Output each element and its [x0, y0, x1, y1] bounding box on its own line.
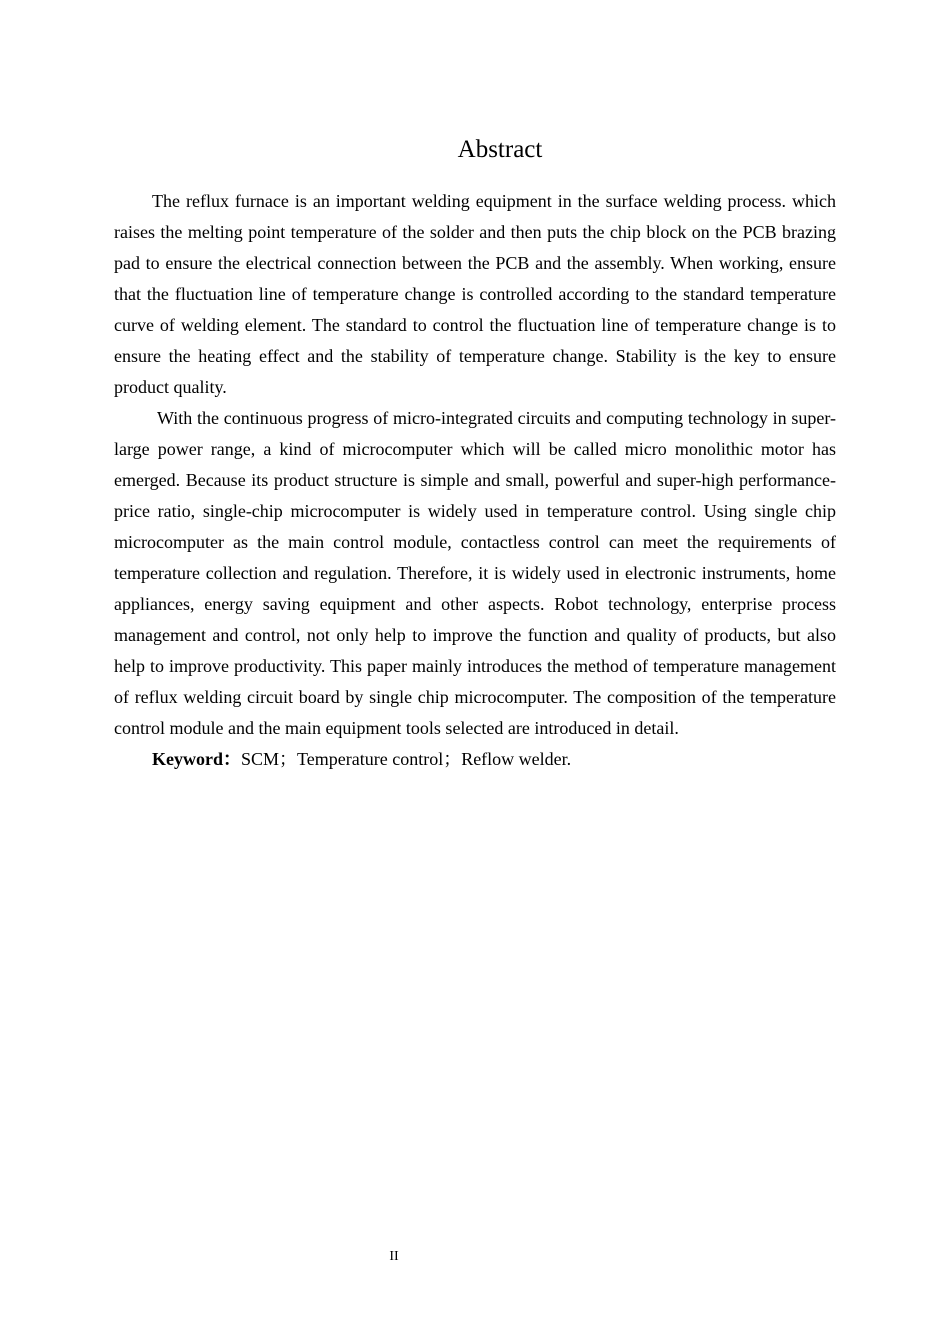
- abstract-title: Abstract: [457, 136, 543, 163]
- abstract-paragraph-2: With the continuous progress of micro-integrated circuits and computing technology in super-large power range, a kind of microcomputer which will be called micro monolithic motor has emerged. Because its product structure is simple and small, powerful and super-high performance-price ratio, single-chip microcomputer is widely used in temperature control. Using single chip microcomputer as the main control module, contactless control can meet the requirements of temperature collection and regulation. Therefore, it is widely used in electronic instruments, home appliances, energy saving equipment and other aspects. Robot technology, enterprise process management and control, not only help to improve the function and quality of products, but also help to improve productivity. This paper mainly introduces the method of temperature management of reflux welding circuit board by single chip microcomputer. The composition of the temperature control module and the main equipment tools selected are introduced in detail.: [114, 408, 836, 738]
- page-number: II: [389, 1249, 399, 1264]
- keywords-line: [114, 744, 836, 775]
- keywords-text: SCM；Temperature control；Reflow welder.: [241, 749, 572, 769]
- abstract-paragraph-1: The reflux furnace is an important welding equipment in the surface welding process. which raises the melting point temperature of the solder and then puts the chip block on the PCB brazing pad to ensure the electrical connection between the PCB and the assembly. When working, ensure that the fluctuation line of temperature change is controlled according to the standard temperature curve of welding element. The standard to control the fluctuation line of temperature change is to ensure the heating effect and the stability of temperature change. Stability is the key to ensure product quality.: [114, 191, 836, 397]
- keywords-label: Keyword：: [152, 749, 241, 769]
- abstract-body: [114, 186, 836, 775]
